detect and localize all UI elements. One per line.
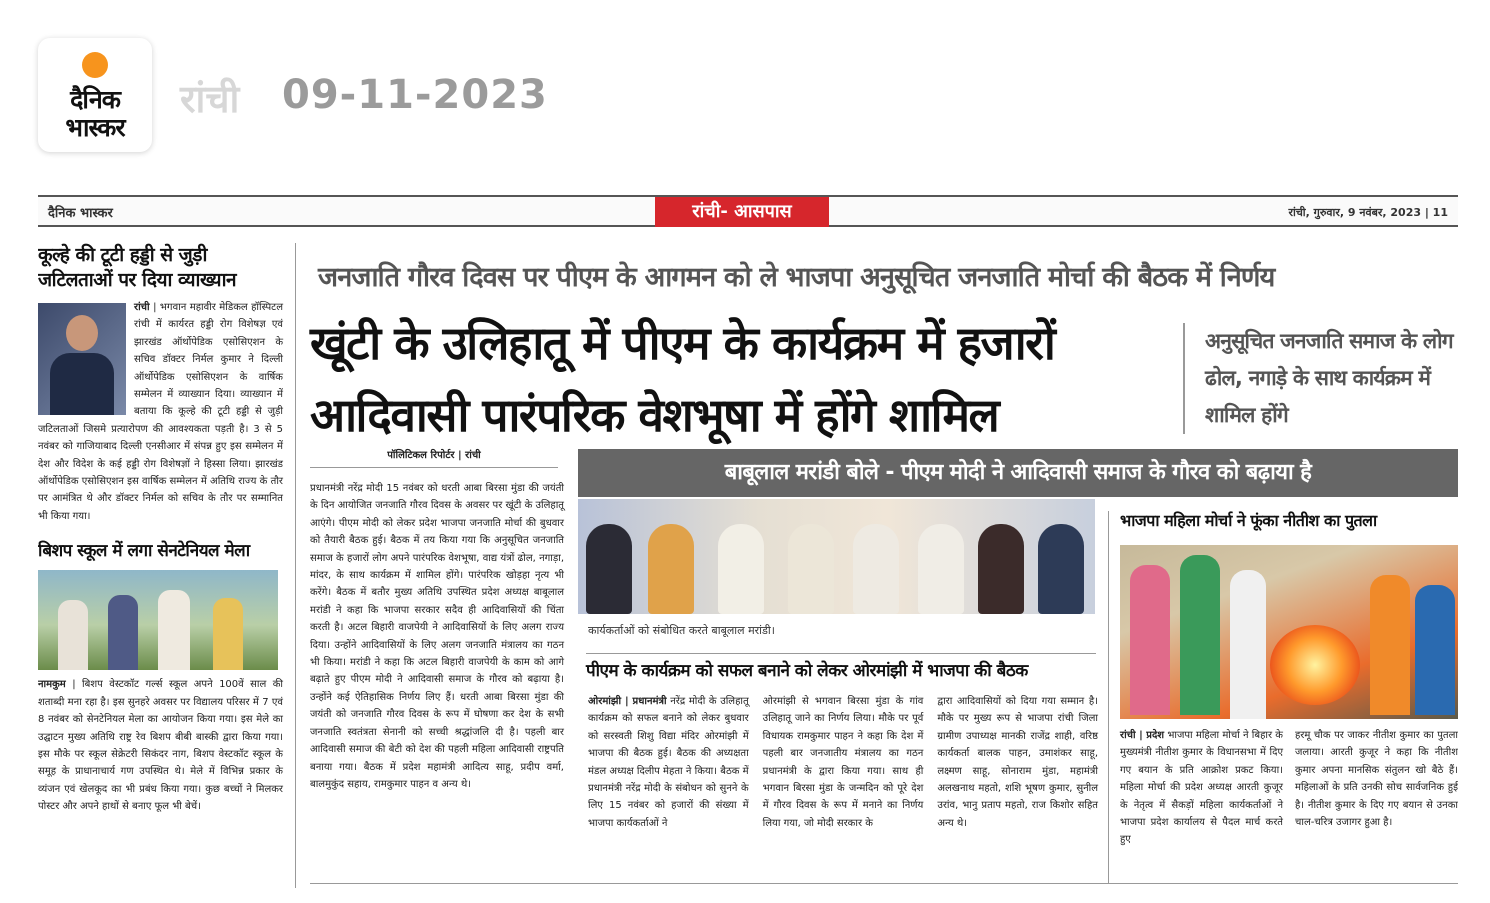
story1-dateline: रांची	[134, 302, 150, 313]
fire-icon	[1270, 625, 1360, 705]
story3-col1	[588, 693, 749, 832]
story2-dateline: नामकुम	[38, 679, 66, 691]
story2-headline: बिशप स्कूल में लगा सेनटेनियल मेला	[38, 541, 250, 562]
edition-city: रांची	[180, 77, 240, 121]
story4-headline: भाजपा महिला मोर्चा ने फूंका नीतीश का पुतला	[1120, 511, 1377, 530]
newspaper-page	[38, 195, 1458, 903]
babulal-banner: बाबूलाल मरांडी बोले - पीएम मोदी ने आदिवासी समाज के गौरव को बढ़ाया है	[578, 449, 1458, 497]
school-fair-photo	[38, 570, 278, 670]
story4-col1	[1120, 727, 1283, 849]
masthead-brand: दैनिक भास्कर	[48, 206, 113, 221]
dainik-bhaskar-logo[interactable]	[38, 38, 152, 152]
story1-headline: कूल्हे की टूटी हड्डी से जुड़ी जटिलताओं पर दिया व्याख्यान	[38, 244, 237, 291]
story3-col1-text: नरेंद्र मोदी के उलिहातू कार्यक्रम को सफल बनाने को लेकर बुधवार को सरस्वती शिशु विद्या मंदिर ओरमांझी में भाजपा की बैठक हुई। बैठक की अध्यक्षता मंडल अध्यक्ष दिलीप मेहता ने किया। बैठक में प्रधानमंत्री नरेंद्र मोदी के संबोधन को सुनने के लिए 15 नवंबर को हजारों की संख्या में भाजपा कार्यकर्ताओं ने	[588, 696, 749, 829]
story4-dateline: रांची | प्रदेश	[1120, 730, 1165, 741]
main-story-column	[310, 480, 564, 793]
column-divider	[295, 243, 296, 888]
story4-col2: हरमू चौक पर जाकर नीतीश कुमार का पुतला जलाया। आरती कुजूर ने कहा कि नीतीश कुमार अपना मानसिक संतुलन खो बैठे हैं। महिलाओं के प्रति उनकी सोच सार्वजनिक हुई है। नीतीश कुमार के दिए गए बयान से उनका चाल-चरित्र उजागर हुआ है।	[1295, 730, 1458, 829]
story2-text: बिशप वेस्टकॉट गर्ल्स स्कूल अपने 100वें साल की शताब्दी मना रहा है। इस सुनहरे अवसर पर विद्यालय परिसर में 7 एवं 8 नवंबर को सेनटेनियल मेला का आयोजन किया गया। इस मेले का उद्घाटन मुख्य अतिथि राष्ट्र रेव बिशप बीबी बास्की द्वारा किया गया। इस मौके पर स्कूल सेक्रेटरी सिकंदर नाग, बिशप वेस्टकॉट स्कूल के समूह के प्राधानाचार्य गण उपस्थित थे। मेले में विभिन्न प्रकार के व्यंजन एवं खेलकूद का भी प्रबंध किया गया। कुछ बच्चों ने मिलकर पोस्टर और अपने हाथों से बनाए फूल भी बेचें।	[38, 679, 283, 813]
story3-dateline: ओरमांझी | प्रधानमंत्री	[588, 696, 667, 707]
story4-columns	[1120, 727, 1458, 849]
story1-text: भगवान महावीर मेडिकल हॉस्पिटल रांची में कार्यरत हड्डी रोग विशेषज्ञ एवं झारखंड ऑर्थोपेडिक एसोसिएशन के सचिव डॉक्टर निर्मल कुमार ने दिल्ली ऑर्थोपेडिक एसोसिएशन के वार्षिक सम्मेलन में व्याख्यान दिया। व्याख्यान में बताया कि कूल्हे की टूटी हड्डी से जुड़ी जटिलताओं जिसमे प्रत्यारोपण की आवश्यकता पड़ती है। 3 से 5 नवंबर को गाजियाबाद दिल्ली एनसीआर में संपन्न हुए इस सम्मेलन में देश और विदेश के कई हड्डी रोग विशेषज्ञों ने हिस्सा लिया। झारखंड ऑर्थोपेडिक एसोसिएशन इस वार्षिक सम्मेलन में अतिथि राज्य के तौर पर आमंत्रित थे और डॉक्टर निर्मल को सचिव के तौर पर सम्मानित भी किया गया।	[38, 302, 283, 522]
doctor-photo	[38, 303, 126, 415]
logo-text-line1: दैनिक	[70, 85, 120, 114]
byline: पॉलिटिकल रिपोर्टर | रांची	[310, 447, 558, 468]
story2-body: नामकुम | बिशप वेस्टकॉट गर्ल्स स्कूल अपने 100वें साल की शताब्दी मना रहा है। इस सुनहरे अवसर पर विद्यालय परिसर में 7 एवं 8 नवंबर को सेनटेनियल मेला का आयोजन किया गया। इस मेले का उद्घाटन मुख्य अतिथि राष्ट्र रेव बिशप बीबी बास्की द्वारा किया गया। इस मौके पर स्कूल सेक्रेटरी सिकंदर नाग, बिशप वेस्टकॉट स्कूल के समूह के प्राधानाचार्य गण उपस्थित थे। मेले में विभिन्न प्रकार के व्यंजन एवं खेलकूद का भी प्रबंध किया गया। कुछ बच्चों ने मिलकर पोस्टर और अपने हाथों से बनाए फूल भी बेचें।	[38, 679, 283, 813]
story3-col3: द्वारा आदिवासियों को दिया गया सम्मान है। मौके पर मुख्य रूप से भाजपा रांची जिला ग्रामीण उपाध्यक्ष मानकी राजेंद्र शाही, वरिष्ठ कार्यकर्ता बालक पाहन, उमाशंकर साहू, लक्ष्मण साहू, सोनाराम मुंडा, महामंत्री अलखनाथ महतो, शशि भूषण कुमार, सुनील उरांव, भानु प्रताप महतो, राज किशोर सहित अन्य थे।	[937, 696, 1099, 829]
effigy-protest-photo	[1120, 545, 1458, 719]
right-divider	[1108, 511, 1109, 883]
main-kicker: जनजाति गौरव दिवस पर पीएम के आगमन को ले भाजपा अनुसूचित जनजाति मोर्चा की बैठक में निर्णय	[318, 262, 1275, 293]
main-headline	[310, 307, 1180, 451]
photo-caption: कार्यकर्ताओं को संबोधित करते बाबूलाल मरांडी।	[588, 624, 775, 637]
story3-col2: ओरमांझी से भगवान बिरसा मुंडा के गांव उलिहातू जाने का निर्णय लिया। मौके पर पूर्व विधायक रामकुमार पाहन ने कहा कि देश में पहली बार जनजातीय मंत्रालय का गठन प्रधानमंत्री के द्वारा किया गया। साथ ही भगवान बिरसा मुंडा के जन्मदिन को पूरे देश में गौरव दिवस के रूप में मनाने का निर्णय लिया गया, जो मोदी सरकार के	[762, 696, 924, 829]
story1-body: रांची | भगवान महावीर मेडिकल हॉस्पिटल रांची में कार्यरत हड्डी रोग विशेषज्ञ एवं झारखंड ऑर्थोपेडिक एसोसिएशन के सचिव डॉक्टर निर्मल कुमार ने दिल्ली ऑर्थोपेडिक एसोसिएशन के वार्षिक सम्मेलन में व्याख्यान दिया। व्याख्यान में बताया कि कूल्हे की टूटी हड्डी से जुड़ी जटिलताओं जिसमे प्रत्यारोपण की आवश्यकता पड़ती है। 3 से 5 नवंबर को गाजियाबाद दिल्ली एनसीआर में संपन्न हुए इस सम्मेलन में देश और विदेश के कई हड्डी रोग विशेषज्ञों ने हिस्सा लिया। झारखंड ऑर्थोपेडिक एसोसिएशन इस वार्षिक सम्मेलन में अतिथि राज्य के तौर पर आमंत्रित थे और डॉक्टर निर्मल को सचिव के तौर पर सम्मानित भी किया गया।	[38, 302, 283, 522]
story4-col1-text: भाजपा महिला मोर्चा ने बिहार के मुख्यमंत्री नीतीश कुमार के विधानसभा में दिए गए बयान के प्रति आक्रोश प्रकट किया। महिला मोर्चा की प्रदेश अध्यक्ष आरती कुजूर के नेतृत्व में सैकड़ों महिला कार्यकर्ताओं ने भाजपा प्रदेश कार्यालय से पैदल मार्च करते हुए	[1120, 730, 1283, 846]
section-label: रांची- आसपास	[655, 197, 829, 227]
viewer-header	[0, 0, 1490, 185]
masthead-date: रांची, गुरुवार, 9 नवंबर, 2023 | 11	[1288, 206, 1448, 219]
meeting-photo	[578, 499, 1095, 614]
main-headline-line1: खूंटी के उलिहातू में पीएम के कार्यक्रम में हजारों	[310, 316, 1055, 370]
edition-date: 09-11-2023	[282, 72, 548, 118]
main-headline-line2: आदिवासी पारंपरिक वेशभूषा में होंगे शामिल	[310, 388, 999, 442]
main-story-body: प्रधानमंत्री नरेंद्र मोदी 15 नवंबर को धरती आबा बिरसा मुंडा की जयंती के दिन आयोजित जनजाति गौरव दिवस के अवसर पर खूंटी के उलिहातू आएंगे। पीएम मोदी को लेकर प्रदेश भाजपा जनजाति मोर्चा की बुधवार को तैयारी बैठक हुई। बैठक में तय किया गया कि अनुसूचित जनजाति समाज के हजारों लोग अपने पारंपरिक वेशभूषा, वाद्य यंत्रों ढोल, नगाड़ा, मांदर, के साथ कार्यक्रम में शामिल होंगे। पारंपरिक खोड़हा नृत्य भी करेंगे। बैठक में बतौर मुख्य अतिथि उपस्थित प्रदेश अध्यक्ष बाबूलाल मरांडी ने कहा कि भाजपा सरकार सदैव ही आदिवासियों की चिंता करती है। अटल बिहारी वाजपेयी ने आदिवासियों के लिए अलग राज्य दिया। उन्होंने आदिवासियों के लिए अलग जनजाति मंत्रालय का गठन भी किया। मरांडी ने कहा कि अटल बिहारी वाजपेयी के काम को आगे बढ़ाते हुए पीएम मोदी ने आदिवासी समाज के गौरव को बढ़ाया है। उन्होंने कई ऐतिहासिक निर्णय लिए हैं। धरती आबा बिरसा मुंडा की जयंती को जनजाति गौरव दिवस के रूप में घोषणा कर देश के सभी जनजाति स्वतंत्रता सेनानी को सच्ची श्रद्धांजलि दी है। पहली बार आदिवासी समाज की बेटी को देश की पहली महिला आदिवासी राष्ट्रपति बनाया गया। बैठक में प्रदेश महामंत्री आदित्य साहू, प्रदीप वर्मा, बालमुकुंद सहाय, रामकुमार पाहन व अन्य थे।	[310, 483, 564, 790]
left-column	[38, 243, 283, 903]
page-masthead	[38, 195, 1458, 227]
logo-text-line2: भास्कर	[65, 113, 125, 142]
story3-headline: पीएम के कार्यक्रम को सफल बनाने को लेकर ओरमांझी में भाजपा की बैठक	[586, 653, 1096, 681]
bottom-rule	[310, 883, 1458, 884]
story3-columns	[588, 693, 1098, 832]
sun-icon	[82, 52, 108, 78]
main-deck: अनुसूचित जनजाति समाज के लोग ढोल, नगाड़े के साथ कार्यक्रम में शामिल होंगे	[1183, 323, 1458, 434]
